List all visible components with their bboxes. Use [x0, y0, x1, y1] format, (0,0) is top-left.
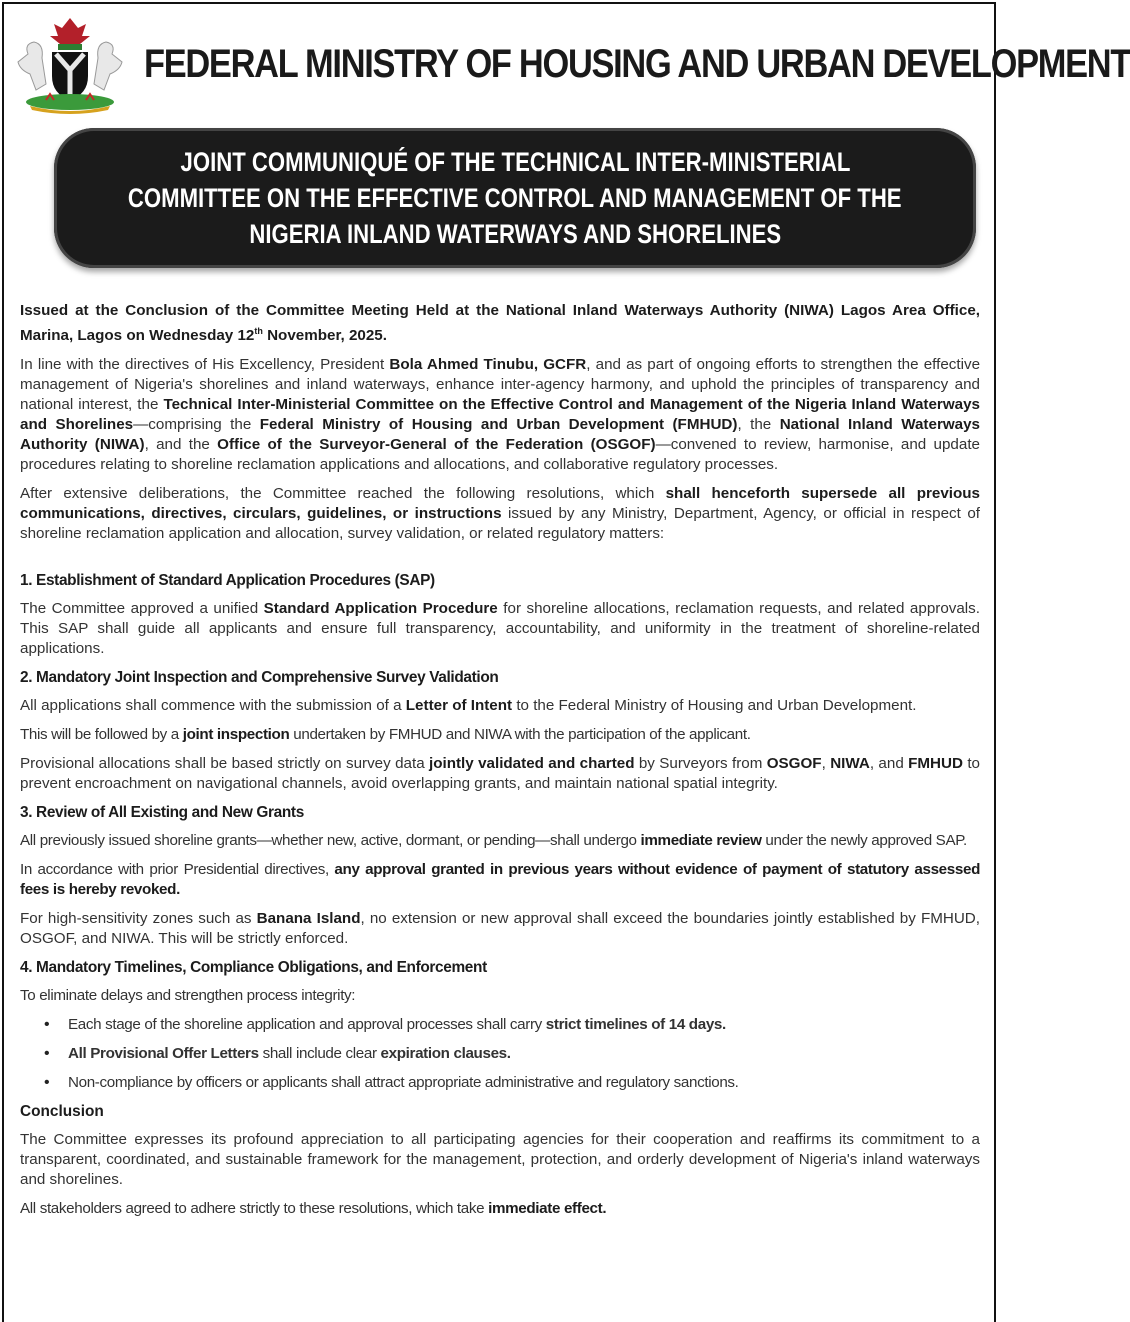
text: All applications shall commence with the submission of a [20, 697, 406, 715]
communique-page [2, 2, 1130, 1322]
text: For high-sensitivity zones such as [20, 910, 257, 928]
banner-line: NIGERIA INLAND WATERWAYS AND SHORELINES [249, 219, 781, 249]
text: All stakeholders agreed to adhere strictly to these resolutions, which take [20, 1200, 489, 1218]
nigeria-coat-of-arms-icon [10, 14, 130, 114]
text: , [821, 755, 831, 773]
banner-line: JOINT COMMUNIQUÉ OF THE TECHNICAL INTER-MINISTERIAL [180, 147, 850, 177]
date-suffix: th [254, 326, 263, 336]
text: Provisional allocations shall be based strictly on survey data [20, 755, 429, 773]
text: , and as part of ongoing efforts to strengthen the effective management of Nigeria's shorelines and inland waterways, enhance inter-agency harmony, and uphold the principles of transparency and national interest, the [20, 356, 981, 414]
section-lead: To eliminate delays and strengthen process integrity: [20, 987, 356, 1005]
bold-text: Standard Application Procedure [263, 600, 498, 618]
text: —convened to review, harmonise, and update procedures relating to shoreline reclamation applications and allocations, and collaborative regulatory processes. [20, 436, 980, 474]
text: issued by any Ministry, Department, Agency, or official in respect of shoreline reclamation application and allocation, survey validation, or related regulatory matters: [20, 505, 980, 543]
bold-text: All Provisional Offer Letters [68, 1045, 259, 1063]
ministry-title: FEDERAL MINISTRY OF HOUSING AND URBAN DEVELOPMENT [144, 42, 1130, 86]
text: Each stage of the shoreline application and approval processes shall carry [68, 1016, 546, 1034]
bold-text: Office of the Surveyor-General of the Federation (OSGOF) [217, 436, 656, 454]
section-heading: 1. Establishment of Standard Application Procedures (SAP) [20, 572, 435, 590]
section-heading: 3. Review of All Existing and New Grants [20, 804, 304, 822]
bold-text: jointly validated and charted [429, 755, 635, 773]
bold-text: OSGOF [766, 755, 822, 773]
text: —comprising the [133, 416, 260, 434]
section-paragraph [20, 599, 980, 659]
section-heading: 4. Mandatory Timelines, Compliance Obligations, and Enforcement [20, 959, 487, 977]
bullet-item [68, 1015, 980, 1035]
bullet-item [68, 1044, 980, 1064]
bold-text: National Inland Waterways Authority (NIWA) [20, 416, 981, 454]
text: After extensive deliberations, the Committee reached the following resolutions, which [20, 485, 666, 503]
bold-text: FMHUD [908, 755, 963, 773]
issuance-text: November, 2025. [262, 327, 387, 345]
issuance-statement [20, 300, 980, 346]
bold-text: immediate effect. [488, 1200, 607, 1218]
conclusion-paragraph [20, 1199, 980, 1219]
bold-text: immediate review [640, 832, 762, 850]
text: to prevent encroachment on navigational channels, avoid overlapping grants, and maintain national spatial integrity. [20, 755, 980, 793]
bold-text: Federal Ministry of Housing and Urban Development (FMHUD) [259, 416, 738, 434]
communique-title-banner [54, 128, 976, 268]
text: , the [737, 416, 780, 434]
text: by Surveyors from [634, 755, 767, 773]
text: , and the [144, 436, 218, 454]
text: This will be followed by a [20, 726, 183, 744]
timeline-bullet-list [20, 1015, 980, 1093]
spacer [20, 553, 980, 571]
text: to the Federal Ministry of Housing and Urban Development. [512, 697, 917, 715]
bold-text: expiration clauses. [380, 1045, 511, 1063]
banner-line: COMMITTEE ON THE EFFECTIVE CONTROL AND MANAGEMENT OF THE [128, 183, 902, 213]
section-paragraph [20, 754, 980, 794]
bold-text: Bola Ahmed Tinubu, GCFR [389, 356, 587, 374]
letterhead [4, 4, 1130, 114]
text: for shoreline allocations, reclamation requests, and related approvals. This SAP shall guide all applicants and ensure full transparency, accountability, and uniformity in the treatment of shoreline-related applications. [20, 600, 980, 658]
section-paragraph [20, 909, 980, 949]
section-paragraph [20, 860, 980, 900]
bold-text: Technical Inter-Ministerial Committee on the Effective Control and Management of the Nigeria Inland Waterways and Shorelines [20, 396, 980, 434]
bold-text: Banana Island [256, 910, 361, 928]
bold-text: NIWA [830, 755, 870, 773]
text: The Committee approved a unified [20, 600, 264, 618]
paragraph-context [20, 355, 980, 475]
text: All previously issued shoreline grants—whether new, active, dormant, or pending—shall undergo [20, 832, 641, 850]
bold-text: any approval granted in previous years without evidence of payment of statutory assessed fees is hereby revoked. [20, 861, 980, 899]
section-paragraph [20, 696, 980, 716]
conclusion-heading: Conclusion [20, 1103, 104, 1121]
text: under the newly approved SAP. [761, 832, 967, 850]
text: In accordance with prior Presidential directives, [20, 861, 335, 879]
bold-text: joint inspection [182, 726, 290, 744]
text: , and [869, 755, 909, 773]
bold-text: strict timelines of 14 days. [545, 1016, 726, 1034]
bold-text: Letter of Intent [405, 697, 513, 715]
text: In line with the directives of His Excellency, President [20, 356, 390, 374]
bullet-item [68, 1073, 980, 1093]
section-paragraph [20, 831, 980, 851]
section-heading: 2. Mandatory Joint Inspection and Comprehensive Survey Validation [20, 669, 499, 687]
issuance-text: Issued at the Conclusion of the Committee Meeting Held at the National Inland Waterways Authority (NIWA) Lagos Area Office, Marina, Lagos on Wednesday 12 [20, 302, 980, 345]
text: undertaken by FMHUD and NIWA with the participation of the applicant. [289, 726, 751, 744]
text: , no extension or new approval shall exceed the boundaries jointly established by FMHUD, OSGOF, and NIWA. This will be strictly enforced. [20, 910, 980, 948]
communique-body [20, 300, 980, 1228]
paragraph-resolutions [20, 484, 980, 544]
section-paragraph [20, 725, 980, 745]
text: Non-compliance by officers or applicants shall attract appropriate administrative and regulatory sanctions. [68, 1074, 739, 1092]
conclusion-paragraph: The Committee expresses its profound appreciation to all participating agencies for their cooperation and reaffirms its commitment to a transparent, coordinated, and sustainable framework for the management, protection, and orderly development of Nigeria's inland waterways and shorelines. [20, 1131, 980, 1189]
bold-text: shall henceforth supersede all previous communications, directives, circulars, guidelines, or instructions [20, 485, 980, 523]
text: shall include clear [258, 1045, 381, 1063]
